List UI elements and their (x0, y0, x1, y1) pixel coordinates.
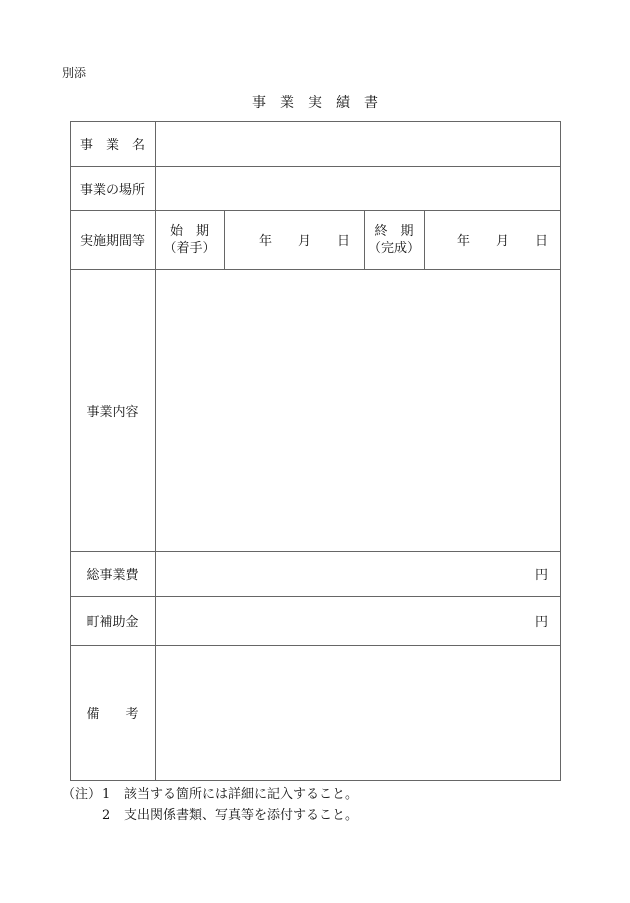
remarks-field[interactable] (156, 646, 560, 780)
start-label-cell (155, 210, 224, 269)
label-period: 実施期間等 (79, 234, 145, 249)
document-title: 事 業 実 績 書 (252, 95, 378, 111)
note-line (62, 784, 358, 805)
attachment-label: 別添 (62, 66, 87, 80)
notes (62, 784, 358, 826)
start-date-field[interactable]: 年 月 日 (258, 234, 350, 249)
note-text: 該当する箇所には詳細に記入すること。 (124, 787, 359, 802)
label-start: 始 期 (169, 223, 209, 239)
note-text: 支出関係書類、写真等を添付すること。 (124, 808, 359, 823)
label-location: 事業の場所 (79, 182, 145, 198)
subsidy-field[interactable] (156, 596, 560, 645)
note-line (62, 805, 358, 826)
label-total-cost: 総事業費 (86, 568, 139, 583)
yen-unit: 円 (534, 568, 548, 583)
end-label-cell (364, 210, 424, 269)
label-remarks: 備 考 (86, 707, 139, 722)
location-field[interactable] (156, 167, 560, 210)
content-field[interactable] (156, 270, 560, 551)
yen-unit: 円 (534, 615, 548, 630)
label-subsidy: 町補助金 (86, 615, 139, 630)
note-number: 1 (102, 787, 111, 802)
note-number: 2 (102, 808, 111, 823)
label-end: 終 期 (374, 223, 414, 239)
label-content: 事業内容 (86, 404, 139, 420)
project-name-field[interactable] (156, 122, 560, 166)
label-start-sub: （着手） (163, 240, 216, 256)
total-cost-field[interactable] (156, 551, 560, 596)
label-project-name: 事 業 名 (79, 138, 145, 153)
end-date-field[interactable]: 年 月 日 (456, 234, 548, 249)
label-end-sub: （完成） (367, 240, 420, 256)
notes-prefix: （注） (62, 787, 102, 802)
